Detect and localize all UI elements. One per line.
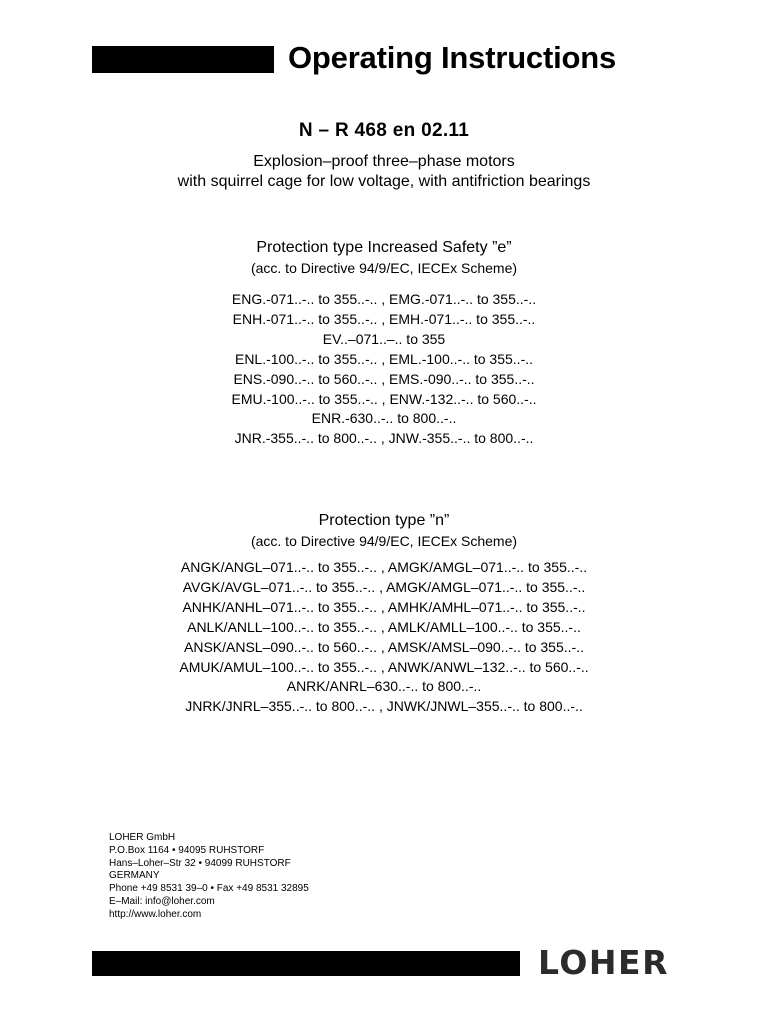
section-increased-safety-header [0, 238, 768, 278]
section-note: (acc. to Directive 94/9/EC, IECEx Scheme) [250, 533, 518, 549]
page-title: Operating Instructions [288, 40, 617, 75]
company-address [109, 832, 309, 922]
section-increased-safety-models [0, 290, 768, 449]
document-subtitle [0, 152, 768, 192]
model-line: ANLK/ANLL–100..-.. to 355..-.. , AMLK/AMLL–100..-.. to 355..-.. [187, 618, 581, 635]
model-line: EMU.-100..-.. to 355..-.. , ENW.-132..-.. to 560..-.. [231, 390, 537, 407]
company-name: LOHER GmbH [109, 832, 176, 843]
model-line: ANHK/ANHL–071..-.. to 355..-.. , AMHK/AMHL–071..-.. to 355..-.. [182, 598, 586, 615]
footer-decorative-bar [92, 951, 520, 976]
model-line: ANSK/ANSL–090..-.. to 560..-.. , AMSK/AMSL–090..-.. to 355..-.. [184, 638, 584, 655]
postal-address: P.O.Box 1164 • 94095 RUHSTORF [109, 844, 265, 856]
loher-logo: LOHER [538, 943, 669, 982]
model-line: JNR.-355..-.. to 800..-.. , JNW.-355..-.. to 800..-.. [234, 430, 534, 447]
section-heading: Protection type ”n” [318, 512, 450, 529]
model-line: ENR.-630..-.. to 800..-.. [311, 410, 457, 427]
street-address: Hans–Loher–Str 32 • 94099 RUHSTORF [109, 857, 291, 869]
model-line: AVGK/AVGL–071..-.. to 355..-.. , AMGK/AMGL–071..-.. to 355..-.. [182, 578, 586, 595]
section-note: (acc. to Directive 94/9/EC, IECEx Scheme) [250, 260, 518, 276]
model-line: ANGK/ANGL–071..-.. to 355..-.. , AMGK/AMGL–071..-.. to 355..-.. [180, 559, 588, 575]
website: http://www.loher.com [109, 908, 202, 920]
model-line: ANRK/ANRL–630..-.. to 800..-.. [286, 678, 482, 695]
model-line: EV..–071..–.. to 355 [322, 330, 446, 347]
phone-fax: Phone +49 8531 39–0 • Fax +49 8531 32895 [109, 883, 309, 895]
section-heading: Protection type Increased Safety ”e” [256, 239, 512, 256]
model-line: ENG.-071..-.. to 355..-.. , EMG.-071..-.. to 355..-.. [231, 291, 537, 307]
email: E–Mail: info@loher.com [109, 895, 215, 907]
section-protection-n-header [0, 511, 768, 551]
document-number: N – R 468 en 02.11 [298, 120, 470, 141]
model-line: JNRK/JNRL–355..-.. to 800..-.. , JNWK/JNWL–355..-.. to 800..-.. [185, 698, 583, 715]
subtitle-line: with squirrel cage for low voltage, with antifriction bearings [177, 173, 591, 190]
model-line: ENS.-090..-.. to 560..-.. , EMS.-090..-.. to 355..-.. [233, 370, 535, 387]
header-decorative-bar [92, 46, 274, 73]
section-protection-n-models [0, 558, 768, 717]
model-line: AMUK/AMUL–100..-.. to 355..-.. , ANWK/ANWL–132..-.. to 560..-.. [179, 658, 589, 675]
country: GERMANY [109, 870, 160, 882]
subtitle-line: Explosion–proof three–phase motors [253, 153, 515, 170]
model-line: ENH.-071..-.. to 355..-.. , EMH.-071..-.. to 355..-.. [232, 310, 536, 327]
model-line: ENL.-100..-.. to 355..-.. , EML.-100..-.. to 355..-.. [234, 350, 534, 367]
